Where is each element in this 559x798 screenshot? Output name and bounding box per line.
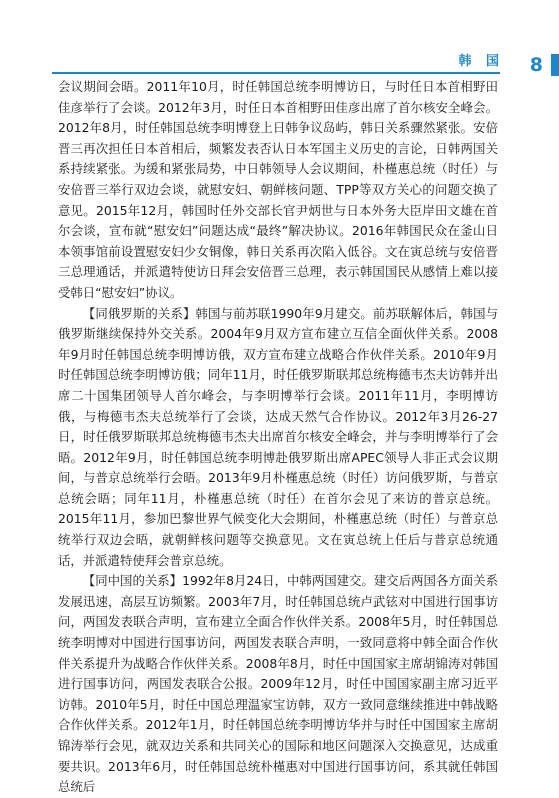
section-heading: 【同俄罗斯的关系】 [82, 305, 196, 321]
page-number: 8 [529, 54, 543, 76]
section-title: 韩 国 [458, 54, 504, 69]
paragraph-text: 会议期间会晤。2011年10月，时任韩国总统李明博访日，与时任日本首相野田佳彦举行了会谈。2012年3月，时任日本首相野田佳彦出席了首尔核安全峰会。2012年8月，时任韩国总统李明博登上日韩争议岛屿，韩日关系骤然紧张。安倍晋三再次担任日本首相后，频繁发表否认日本军国主义历史的言论，日韩两国关系持续紧张。为缓和紧张局势，中日韩领导人会议期间，朴槿惠总统（时任）与安倍晋三举行双边会谈，就慰安妇、朝鲜核问题、TPP等双方关心的问题交换了意见。2015年12月，韩国时任外交部长官尹炳世与日本外务大臣岸田文雄在首尔会谈，宣布就“慰安妇”问题达成“最终”解决协议。2016年韩国民众在釜山日本领事馆前设置慰安妇少女铜像，韩日关系再次陷入低谷。文在寅总统与安倍晋三总理通话，并派遣特使访日拜会安倍晋三总理，表示韩国国民从感情上难以接受韩日“慰安妇”协议。 [58, 79, 498, 300]
paragraph-china-relations [58, 571, 498, 798]
paragraph-text: 韩国与前苏联1990年9月建交。前苏联解体后，韩国与俄罗斯继续保持外交关系。2004年9月双方宣布建立互信全面伙伴关系。2008年9月时任韩国总统李明博访俄，双方宣布建立战略合作伙伴关系。2010年9月时任韩国总统李明博访俄；同年11月，时任俄罗斯联邦总统梅德韦杰夫访韩并出席二十国集团领导人首尔峰会，与李明博举行会谈。2011年11月，李明博访俄，与梅德韦杰夫总统举行了会谈，达成天然气合作协议。2012年3月26-27日，时任俄罗斯联邦总统梅德韦杰夫出席首尔核安全峰会，并与李明博举行了会晤。2012年9月，时任韩国总统李明博赴俄罗斯出席APEC领导人非正式会议期间，与普京总统举行会晤。2013年9月朴槿惠总统（时任）访问俄罗斯，与普京总统会晤；同年11月，朴槿惠总统（时任）在首尔会见了来访的普京总统。2015年11月，参加巴黎世界气候变化大会期间，朴槿惠总统（时任）与普京总统举行双边会晤，就朝鲜核问题等交换意见。文在寅总统上任后与普京总统通话，并派遣特使拜会普京总统。 [58, 305, 499, 568]
paragraph-text: 1992年8月24日，中韩两国建交。建交后两国各方面关系发展迅速，高层互访频繁。2003年7月，时任韩国总统卢武铉对中国进行国事访问，两国发表联合声明，宣布建立全面合作伙伴关系。2008年5月，时任韩国总统李明博对中国进行国事访问，两国发表联合声明，一致同意将中韩全面合作伙伴关系提升为战略合作伙伴关系。2008年8月，时任中国国家主席胡锦涛对韩国进行国事访问，两国发表联合公报。2009年12月，时任中国国家副主席习近平访韩。2010年5月，时任中国总理温家宝访韩，双方一致同意继续推进中韩战略合作伙伴关系。2012年1月，时任韩国总统李明博访华并与时任中国国家主席胡锦涛举行会见，就双边关系和共同关心的国际和地区问题深入交换意见，达成重要共识。2013年6月，时任韩国总统朴槿惠对中国进行国事访问，系其就任韩国总统后 [58, 573, 499, 795]
paragraph-russia-relations [58, 304, 498, 572]
page-header [0, 0, 559, 80]
paragraph-japan-relations [58, 77, 498, 304]
section-heading: 【同中国的关系】 [82, 573, 183, 589]
header-rule [52, 72, 500, 74]
header-accent-bar [551, 54, 559, 76]
body-text [58, 77, 498, 798]
